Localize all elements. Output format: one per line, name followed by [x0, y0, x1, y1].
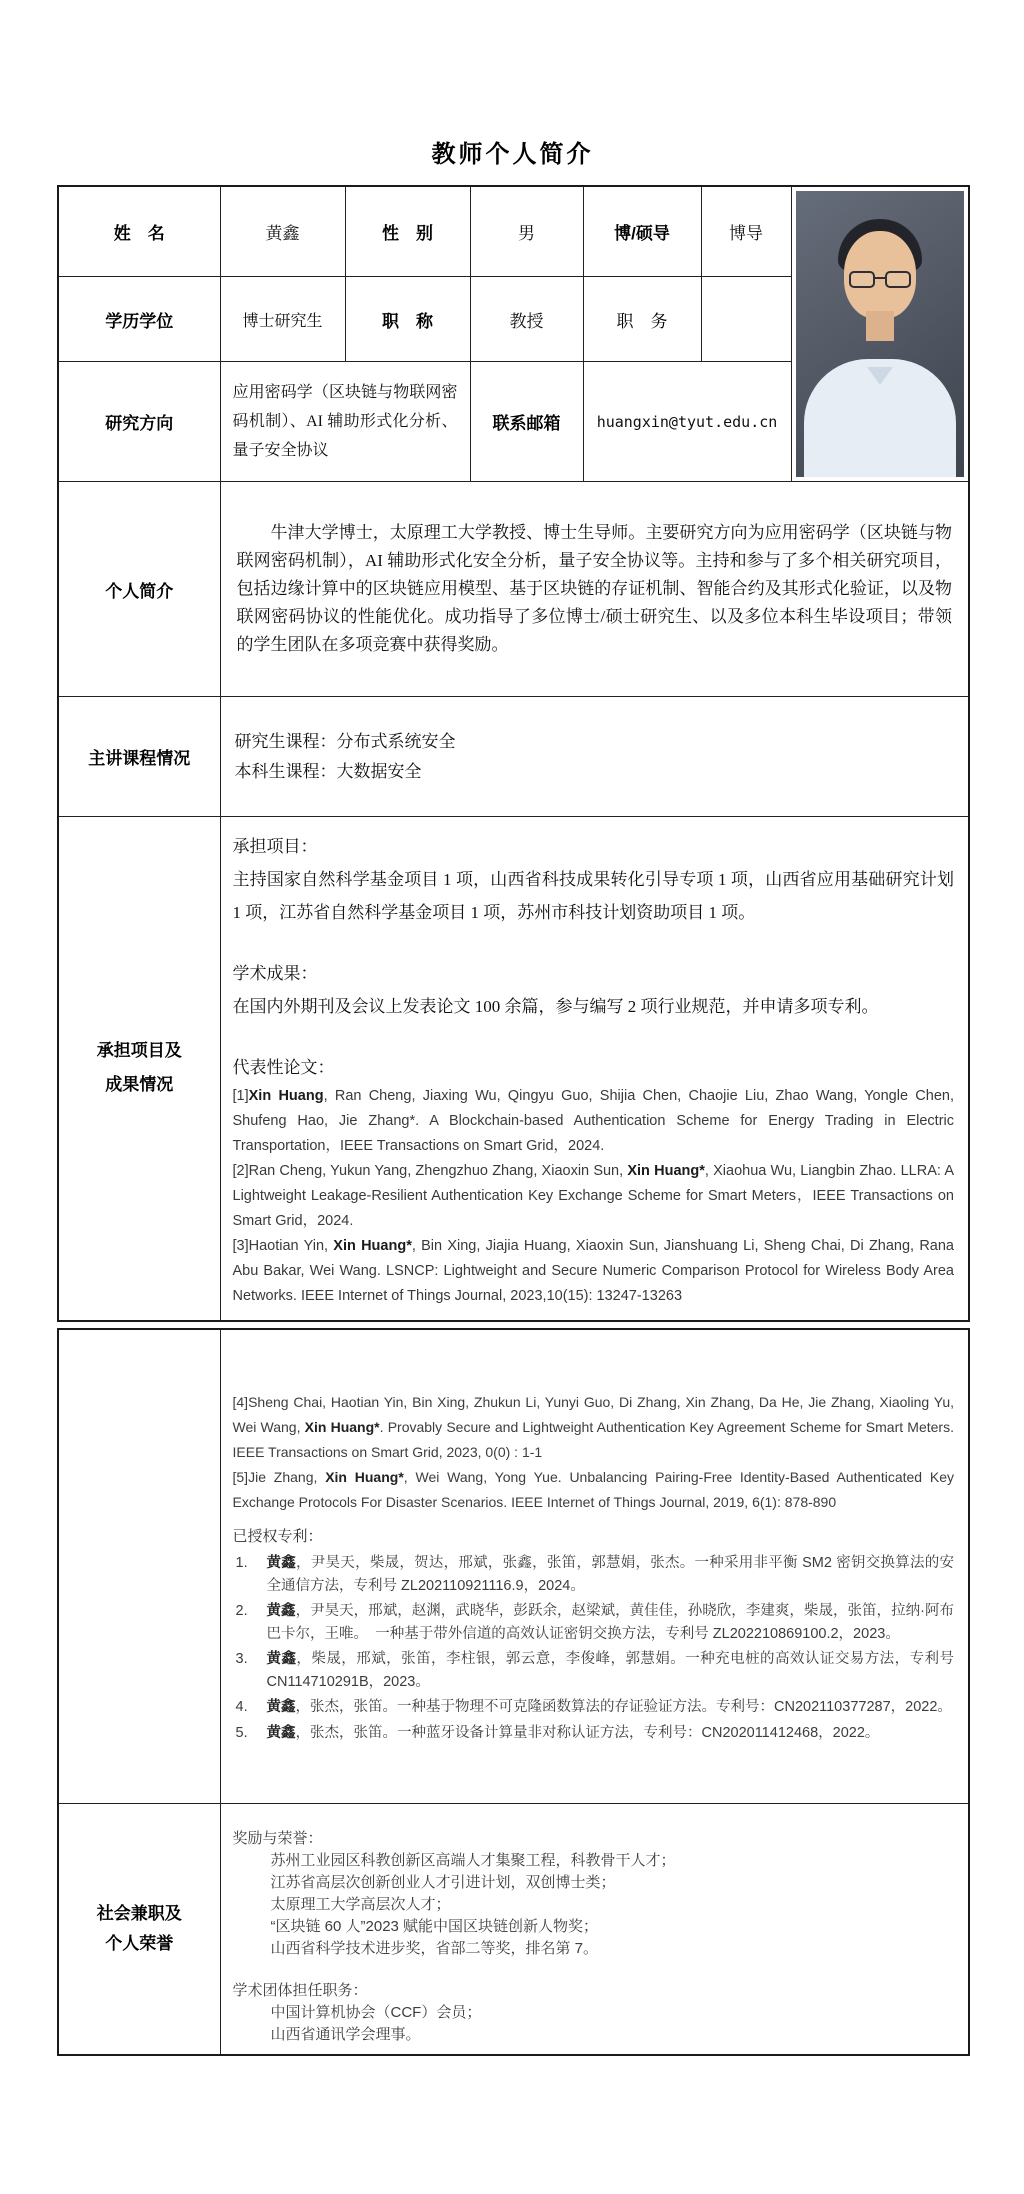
patent-text: 黄鑫，尹昊天，邢斌，赵渊，武晓华，彭跃余，赵梁斌，黄佳佳，孙晓欣，李建爽，柴晟，张笛，拉纳·阿布巴卡尔，王唯。 一种基于带外信道的高效认证密钥交换方法，专利号 ZL202210869100.2，2023。: [266, 1603, 955, 1642]
patents-list: [233, 1552, 955, 1744]
awards-list: [233, 1850, 955, 1960]
courses-label: 主讲课程情况: [58, 697, 220, 817]
patent-item: [233, 1552, 955, 1597]
publications-patents-cell: [220, 1329, 969, 1804]
course-line: 本科生课程：大数据安全: [234, 761, 422, 781]
duty-label: 职 务: [583, 276, 701, 361]
research-value: 应用密码学（区块链与物联网密码机制）、AI 辅助形式化分析、量子安全协议: [220, 362, 470, 482]
award-line: “区块链 60 人”2023 赋能中国区块链创新人物奖；: [270, 1918, 599, 1935]
award-line: 苏州工业园区科教创新区高端人才集聚工程，科教骨干人才；: [270, 1852, 676, 1869]
award-line: 江苏省高层次创新创业人才引进计划，双创博士类；: [270, 1874, 616, 1891]
projects-heading: 承担项目：: [232, 836, 318, 856]
email-label: 联系邮箱: [470, 362, 583, 482]
gender-label: 性 别: [345, 186, 470, 276]
society-line: 山西省通讯学会理事。: [270, 2026, 421, 2043]
supervisor-label: 博/硕导: [583, 186, 701, 276]
patent-text: 黄鑫，柴晟，邢斌，张笛，李柱银，郭云意，李俊峰，郭慧娟。一种充电桩的高效认证交易方法，专利号 CN114710291B，2023。: [266, 1651, 955, 1690]
profile-table-page2: [57, 1328, 970, 2057]
results-heading: 学术成果：: [232, 963, 318, 983]
education-value: 博士研究生: [220, 276, 345, 361]
courses-cell: [220, 697, 969, 817]
patent-number: 2.: [235, 1603, 248, 1620]
bio-text: 牛津大学博士，太原理工大学教授、博士生导师。主要研究方向为应用密码学（区块链与物联网密码机制），AI 辅助形式化安全分析，量子安全协议等。主持和参与了多个相关研究项目，包括边缘计算中的区块链应用模型、基于区块链的存证机制、智能合约及其形式化验证，以及物联网密码协议的性能优化。成功指导了多位博士/硕士研究生、以及多位本科生毕设项目；带领的学生团队在多项竞赛中获得奖励。: [236, 523, 952, 654]
email-value: huangxin@tyut.edu.cn: [583, 362, 791, 482]
societies-list: [233, 2002, 955, 2046]
patent-number: 5.: [235, 1724, 248, 1741]
bio-cell: [220, 482, 969, 697]
honors-cell: [220, 1804, 969, 2056]
prof-title-label: 职 称: [345, 276, 470, 361]
gender-value: 男: [470, 186, 583, 276]
award-line: 太原理工大学高层次人才；: [270, 1896, 451, 1913]
education-label: 学历学位: [58, 276, 220, 361]
awards-heading: 奖励与荣誉：: [232, 1830, 323, 1847]
publication-item: [1]Xin Huang, Ran Cheng, Jiaxing Wu, Qingyu Guo, Shijia Chen, Chaojie Liu, Zhao Wang, Yongle Chen, Shufeng Hao, Jie Zhang*. A Blockchain-based Authentication Scheme for Energy Trading in Electric Transportation，IEEE Transactions on Smart Grid，2024.: [232, 1087, 954, 1154]
award-line: 山西省科学技术进步奖，省部二等奖，排名第 7。: [270, 1940, 599, 1957]
publications-heading: 代表性论文：: [232, 1057, 335, 1077]
patent-number: 3.: [235, 1651, 248, 1668]
patent-text: 黄鑫，张杰，张笛。一种基于物理不可克隆函数算法的存证验证方法。专利号：CN202110377287，2022。: [266, 1699, 952, 1716]
photo-cell: [791, 186, 969, 482]
bio-label: 个人简介: [58, 482, 220, 697]
patents-heading: 已授权专利：: [232, 1528, 323, 1546]
portrait-neck: [866, 311, 894, 341]
supervisor-value: 博导: [701, 186, 791, 276]
publication-item: [4]Sheng Chai, Haotian Yin, Bin Xing, Zhukun Li, Yunyi Guo, Di Zhang, Xin Zhang, Da He, Jie Zhang, Xiaoling Yu, Wei Wang, Xin Huang*. Provably Secure and Lightweight Authentication Key Agreement Scheme for Smart Meters. IEEE Transactions on Smart Grid, 2023, 0(0) : 1-1: [232, 1394, 954, 1461]
teacher-portrait: [796, 191, 965, 477]
course-line: 研究生课程：分布式系统安全: [234, 731, 456, 751]
patent-item: [233, 1722, 955, 1745]
document-page: [0, 134, 1024, 2194]
patent-item: [233, 1696, 955, 1719]
name-value: 黄鑫: [220, 186, 345, 276]
patent-text: 黄鑫，张杰，张笛。一种蓝牙设备计算量非对称认证方法，专利号：CN202011412468，2022。: [266, 1724, 880, 1741]
patent-item: [233, 1600, 955, 1645]
achievements-label: 承担项目及 成果情况: [58, 817, 220, 1321]
societies-heading: 学术团体担任职务：: [232, 1982, 368, 1999]
publications-list: [233, 1084, 955, 1309]
prof-title-value: 教授: [470, 276, 583, 361]
publication-item: [2]Ran Cheng, Yukun Yang, Zhengzhuo Zhang, Xiaoxin Sun, Xin Huang*, Xiaohua Wu, Liangbin Zhao. LLRA: A Lightweight Leakage-Resilient Authentication Key Exchange Scheme for Smart Meters，IEEE Transactions on Smart Grid，2024.: [232, 1162, 954, 1229]
glasses-icon: [848, 271, 912, 289]
research-label: 研究方向: [58, 362, 220, 482]
portrait-collar: [867, 367, 893, 385]
results-text: 在国内外期刊及会议上发表论文 100 余篇，参与编写 2 项行业规范，并申请多项专利。: [232, 996, 879, 1016]
achievements-cell: [220, 817, 969, 1321]
publication-item: [5]Jie Zhang, Xin Huang*, Wei Wang, Yong Yue. Unbalancing Pairing-Free Identity-Based Authenticated Key Exchange Protocols For Disaster Scenarios. IEEE Internet of Things Journal, 2019, 6(1): 878-890: [232, 1469, 955, 1511]
patent-number: 1.: [235, 1555, 248, 1572]
projects-text: 主持国家自然科学基金项目 1 项，山西省科技成果转化引导专项 1 项，山西省应用基础研究计划 1 项，江苏省自然科学基金项目 1 项，苏州市科技计划资助项目 1 项。: [232, 869, 954, 922]
page-title: 教师个人简介: [431, 141, 594, 168]
patent-number: 4.: [235, 1699, 248, 1716]
continuation-label-empty: [58, 1329, 220, 1804]
publication-item: [3]Haotian Yin, Xin Huang*, Bin Xing, Jiajia Huang, Xiaoxin Sun, Jianshuang Li, Sheng Chai, Di Zhang, Rana Abu Bakar, Wei Wang. LSNCP: Lightweight and Secure Numeric Comparison Protocol for Wireless Body Area Networks. IEEE Internet of Things Journal, 2023,10(15): 13247-13263: [232, 1237, 954, 1304]
society-line: 中国计算机协会（CCF）会员；: [270, 2004, 482, 2021]
profile-table: [57, 185, 970, 1322]
publications-list-page2: [233, 1390, 955, 1515]
patent-text: 黄鑫，尹昊天，柴晟，贺达，邢斌，张鑫，张笛，郭慧娟，张杰。一种采用非平衡 SM2 密钥交换算法的安全通信方法，专利号 ZL202110921116.9，2024。: [266, 1555, 955, 1594]
duty-value: [701, 276, 791, 361]
name-label: 姓 名: [58, 186, 220, 276]
honors-label: 社会兼职及 个人荣誉: [58, 1804, 220, 2056]
patent-item: [233, 1648, 955, 1693]
